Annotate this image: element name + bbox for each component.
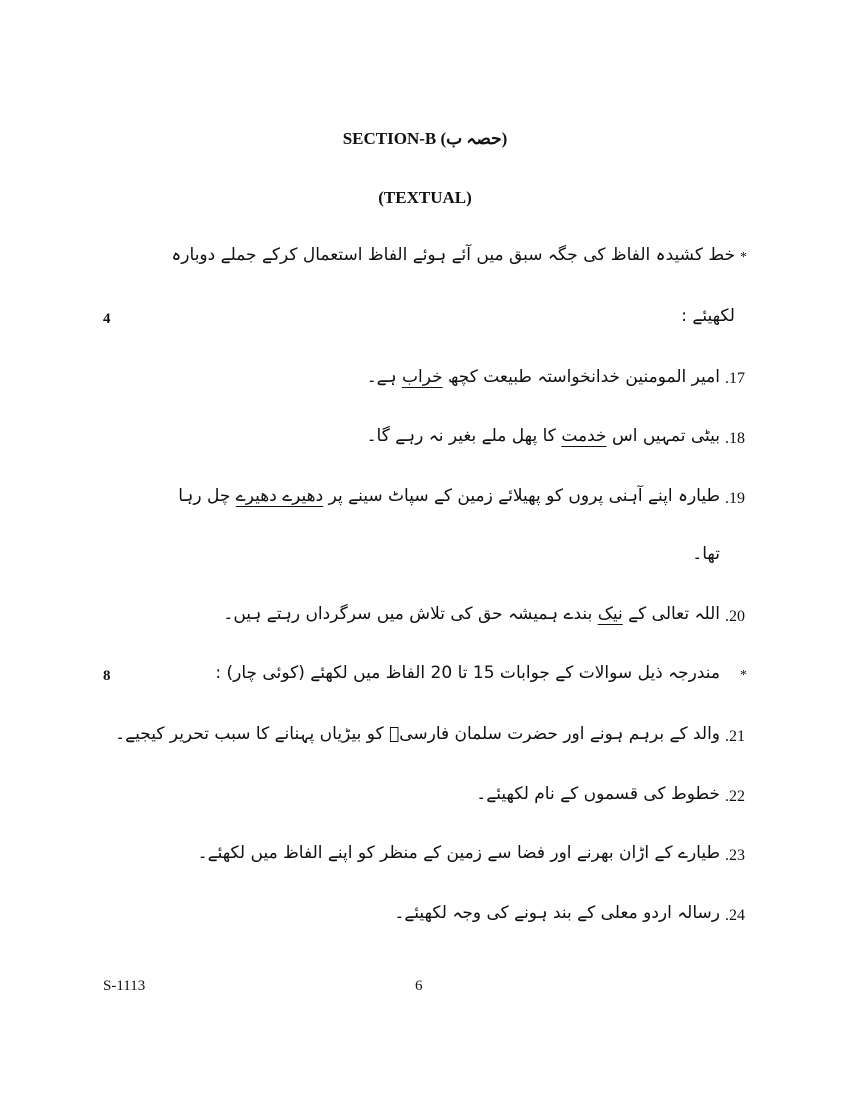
question-number-17: .17 [725, 370, 745, 387]
question-number-24: .24 [725, 907, 745, 924]
question-17-text [367, 366, 720, 387]
question-19-before: طیارہ اپنے آہنی پروں کو پھیلائے زمین کے سپاٹ سینے پر [323, 486, 720, 506]
question-number-21: .21 [725, 728, 745, 745]
question-18-after: کا پھل ملے بغیر نہ رہے گا۔ [366, 426, 562, 446]
paper-code: S-1113 [103, 978, 146, 994]
instruction-1-marker: * [740, 250, 747, 265]
question-18-underlined: خدمت [561, 426, 607, 446]
question-19-text [178, 485, 720, 506]
question-19-after: چل رہا [178, 486, 236, 506]
question-number-19: .19 [725, 490, 745, 507]
question-18-before: بیٹی تمہیں اس [606, 426, 720, 446]
question-21-text: والد کے برہم ہونے اور حضرت سلمان فارسیؓ کو بیڑیاں پہنانے کا سبب تحریر کیجیے۔ [115, 724, 720, 744]
instruction-1-marks: 4 [103, 311, 111, 327]
question-24-text: رسالہ اردو معلی کے بند ہونے کی وجہ لکھیئے۔ [394, 903, 720, 923]
question-20-underlined: نیک [597, 604, 623, 624]
question-18-text [367, 425, 720, 446]
question-number-23: .23 [725, 847, 745, 864]
question-number-18: .18 [725, 430, 745, 447]
question-17-underlined: خراب [402, 367, 443, 387]
instruction-1-line-1: خط کشیدہ الفاظ کی جگہ سبق میں آئے ہوئے الفاظ استعمال کرکے جملے دوبارہ [171, 245, 735, 265]
instruction-2-marker: * [740, 668, 747, 683]
instruction-1-line-2: لکھیئے : [681, 306, 735, 326]
instruction-2-text: مندرجہ ذیل سوالات کے جوابات 15 تا 20 الفاظ میں لکھئے (کوئی چار) : [215, 663, 720, 683]
question-20-before: اللہ تعالی کے [622, 604, 720, 624]
question-number-20: .20 [725, 608, 745, 625]
question-20-after: بندے ہمیشہ حق کی تلاش میں سرگرداں رہتے ہیں۔ [223, 604, 598, 624]
question-23-text: طیارے کے اڑان بھرنے اور فضا سے زمین کے منظر کو اپنے الفاظ میں لکھئے۔ [197, 843, 720, 863]
question-number-22: .22 [725, 788, 745, 805]
question-19-line-2: تھا۔ [692, 544, 720, 564]
instruction-2-marks: 8 [103, 668, 111, 684]
question-17-after: ہے۔ [366, 367, 402, 387]
question-19-underlined: دھیرے دھیرے [235, 486, 324, 506]
question-20-text [223, 603, 720, 624]
question-17-before: امیر المومنین خدانخواستہ طبیعت کچھ [442, 367, 720, 387]
page-number: 6 [415, 978, 423, 994]
question-22-text: خطوط کی قسموں کے نام لکھیئے۔ [476, 784, 720, 804]
section-title: SECTION-B (حصہ ب) [342, 129, 508, 148]
textual-subheading: (TEXTUAL) [378, 188, 472, 207]
